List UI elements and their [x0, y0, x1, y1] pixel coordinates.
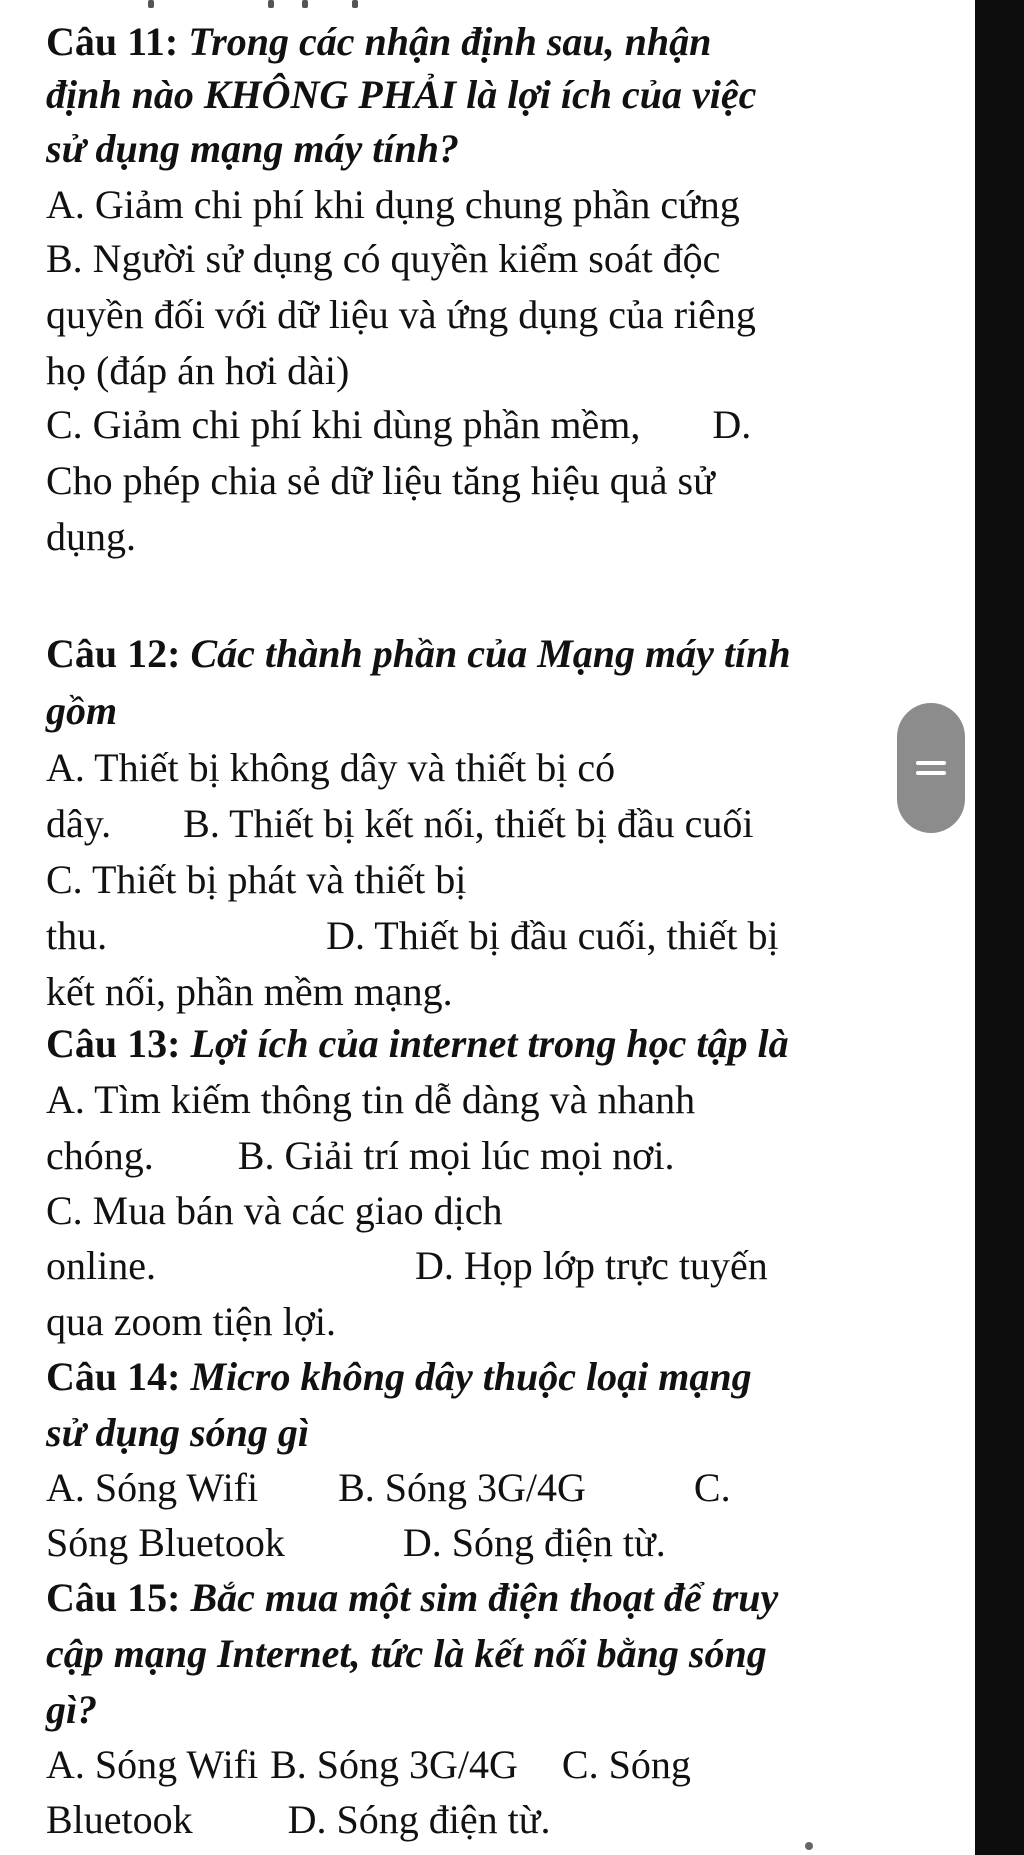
question-14-stem-line-1: Micro không dây thuộc loại mạng: [190, 1354, 752, 1399]
question-12-stem-line-2-row: [46, 686, 117, 736]
q15-option-b: B. Sóng 3G/4G: [270, 1742, 518, 1787]
question-13-answer-line: [46, 1297, 336, 1347]
q15-option-a: A. Sóng Wifi: [46, 1742, 259, 1787]
bottom-edge-mark: [805, 1842, 813, 1850]
q14-option-c: Sóng Bluetook: [46, 1520, 285, 1565]
question-11-stem-line-3-row: [46, 124, 459, 174]
question-15-stem-line-1: Bắc mua một sim điện thoạt để truy: [190, 1575, 779, 1620]
q12-option-a-cont: dây.: [46, 801, 112, 846]
question-14-stem-line-2: sử dụng sóng gì: [46, 1410, 309, 1455]
q14-option-a: A. Sóng Wifi: [46, 1465, 259, 1510]
question-15-number: Câu 15:: [46, 1575, 181, 1620]
q12-option-d: D. Thiết bị đầu cuối, thiết bị: [326, 913, 779, 958]
question-11-stem-line-3: sử dụng mạng máy tính?: [46, 126, 459, 171]
q13-option-d-cont: qua zoom tiện lợi.: [46, 1299, 336, 1344]
question-12-answer-line: [46, 799, 753, 849]
question-15-stem-line-3: gì?: [46, 1687, 98, 1732]
question-11-stem-line-1: Trong các nhận định sau, nhận: [188, 19, 712, 64]
q14-option-d: D. Sóng điện từ.: [402, 1520, 666, 1565]
question-12-answer-line: [46, 911, 779, 961]
q13-option-b: B. Giải trí mọi lúc mọi nơi.: [237, 1133, 675, 1178]
question-11-answer-line: [46, 234, 720, 284]
question-11-heading: [46, 17, 711, 67]
q11-option-d: Cho phép chia sẻ dữ liệu tăng hiệu quả sử: [46, 458, 715, 503]
q13-option-c-cont: online.: [46, 1243, 156, 1288]
question-13-answer-line: [46, 1186, 503, 1236]
question-14-heading: [46, 1352, 752, 1402]
question-12-stem-line-2: gồm: [46, 688, 118, 733]
scroll-handle[interactable]: [897, 703, 965, 833]
question-11-number: Câu 11:: [46, 19, 179, 64]
question-15-stem-line-3-row: [46, 1685, 97, 1735]
question-15-stem-line-2: cập mạng Internet, tức là kết nối bằng sóng: [46, 1631, 767, 1676]
question-12-stem-line-1: Các thành phần của Mạng máy tính: [190, 631, 791, 676]
question-15-heading: [46, 1573, 778, 1623]
question-12-number: Câu 12:: [46, 631, 181, 676]
question-14-number: Câu 14:: [46, 1354, 181, 1399]
q12-option-c-cont: thu.: [46, 913, 108, 958]
q12-option-a: A. Thiết bị không dây và thiết bị có: [46, 745, 616, 790]
q13-option-c: C. Mua bán và các giao dịch: [46, 1188, 503, 1233]
right-edge-strip: [975, 0, 1024, 1855]
grip-line-icon: [916, 761, 946, 765]
question-12-heading: [46, 629, 791, 679]
question-12-answer-line: [46, 855, 466, 905]
q12-option-b: B. Thiết bị kết nối, thiết bị đầu cuối: [183, 801, 754, 846]
question-12-answer-line: [46, 967, 453, 1017]
q12-option-c: C. Thiết bị phát và thiết bị: [46, 857, 467, 902]
question-11-answer-line: [46, 290, 756, 340]
top-edge-marks: [0, 0, 975, 12]
grip-line-icon: [916, 771, 946, 775]
question-13-number: Câu 13:: [46, 1021, 181, 1066]
question-11-answer-line: [46, 512, 136, 562]
q11-option-b-cont-2: họ (đáp án hơi dài): [46, 348, 350, 393]
q13-option-a-cont: chóng.: [46, 1133, 154, 1178]
q14-option-b: B. Sóng 3G/4G: [338, 1465, 586, 1510]
q11-option-d-cont: dụng.: [46, 514, 136, 559]
question-11-stem-line-2-row: [46, 70, 756, 120]
q11-option-c: C. Giảm chi phí khi dùng phần mềm,: [46, 402, 641, 447]
question-11-answer-line: [46, 180, 740, 230]
question-12-answer-line: [46, 743, 615, 793]
question-13-answer-line: [46, 1241, 768, 1291]
q11-option-d-label: D.: [712, 402, 752, 447]
question-11-answer-line: [46, 400, 751, 450]
question-13-heading: [46, 1019, 789, 1069]
q11-option-a: A. Giảm chi phí khi dụng chung phần cứng: [46, 182, 740, 227]
question-15-answer-line: [46, 1740, 691, 1790]
q15-option-d: D. Sóng điện từ.: [287, 1797, 551, 1842]
question-14-stem-line-2-row: [46, 1408, 309, 1458]
question-13-answer-line: [46, 1075, 695, 1125]
question-14-answer-line: [46, 1518, 666, 1568]
question-15-answer-line: [46, 1795, 550, 1845]
question-13-stem-line-1: Lợi ích của internet trong học tập là: [190, 1021, 789, 1066]
question-11-answer-line: [46, 346, 349, 396]
q13-option-d: D. Họp lớp trực tuyến: [414, 1243, 768, 1288]
q15-option-c-cont: Bluetook: [46, 1797, 193, 1842]
q12-option-d-cont: kết nối, phần mềm mạng.: [46, 969, 453, 1014]
question-15-stem-line-2-row: [46, 1629, 767, 1679]
question-11-stem-line-2: định nào KHÔNG PHẢI là lợi ích của việc: [46, 72, 757, 117]
q13-option-a: A. Tìm kiếm thông tin dễ dàng và nhanh: [46, 1077, 696, 1122]
q11-option-b: B. Người sử dụng có quyền kiểm soát độc: [46, 236, 721, 281]
q14-option-c-label: C.: [693, 1465, 731, 1510]
question-13-answer-line: [46, 1131, 674, 1181]
q11-option-b-cont: quyền đối với dữ liệu và ứng dụng của riêng: [46, 292, 756, 337]
question-14-answer-line: [46, 1463, 731, 1513]
q15-option-c: C. Sóng: [561, 1742, 691, 1787]
question-11-answer-line: [46, 456, 715, 506]
